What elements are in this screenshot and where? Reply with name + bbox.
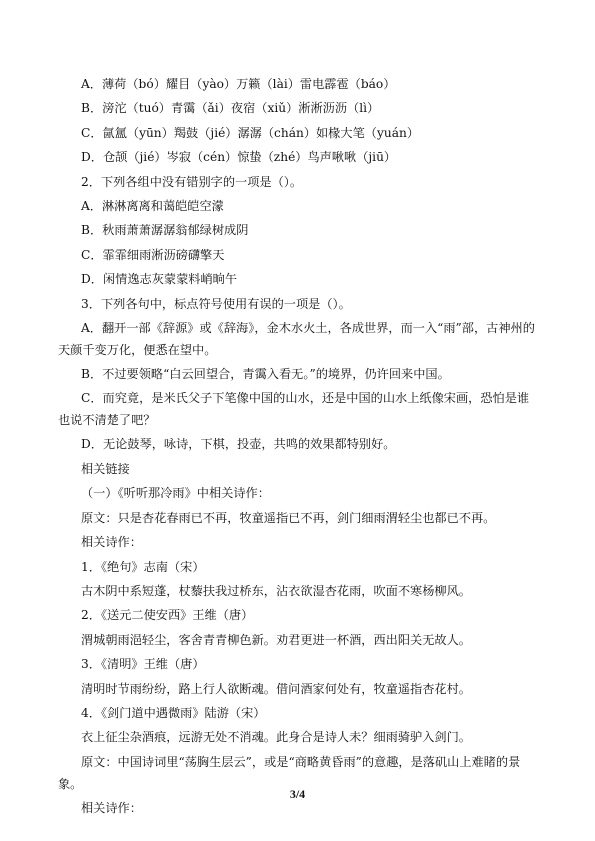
text-line: D．闲情逸志灰蒙蒙料峭晌午 <box>81 272 238 287</box>
text-line: C．霏霏细雨淅沥磅礴擎天 <box>81 247 225 262</box>
text-line: C．氤氲（yūn）羯鼓（jié）潺潺（chán）如椽大笔（yuán） <box>81 125 420 140</box>
text-line: A．薄荷（bó）耀目（yào）万籁（lài）雷电霹雹（báo） <box>81 77 396 91</box>
text-line: 原文：中国诗词里“荡胸生层云”，或是“商略黄昏雨”的意趣，是落矶山上难睹的景象。 <box>58 754 521 791</box>
text-line: 衣上征尘杂酒痕，远游无处不消魂。此身合是诗人未？细雨骑驴入剑门。 <box>81 730 471 745</box>
text-line: A．淋淋离离和蔼皑皑空濛 <box>81 199 224 214</box>
text-line: 相关链接 <box>81 461 130 476</box>
text-line: 渭城朝雨浥轻尘，客舍青青柳色新。劝君更进一杯酒，西出阳关无故人。 <box>81 632 471 647</box>
page-number: 3/4 <box>289 787 306 801</box>
text-line: D．仓颉（jié）岑寂（cén）惊蛰（zhé）鸟声啾啾（jiū） <box>81 150 397 165</box>
text-line: D．无论鼓琴，咏诗，下棋，投壶，共鸣的效果都特别好。 <box>81 437 396 452</box>
text-line: A．翻开一部《辞源》或《辞海》，金木水火土，各成世界，而一入“雨”部，古神州的天颜千变万化，便悉在望中。 <box>58 321 535 358</box>
text-line: 1．《绝句》志南（宋） <box>81 559 205 574</box>
text-line: 2．下列各组中没有错别字的一项是（）。 <box>81 174 303 189</box>
document-body <box>58 72 540 820</box>
text-line: B．滂沱（tuó）青霭（ǎi）夜宿（xiǔ）淅淅沥沥（lì） <box>81 101 380 116</box>
text-line: 清明时节雨纷纷，路上行人欲断魂。借问酒家何处有，牧童遥指杏花村。 <box>81 681 471 696</box>
text-line: （一）《听听那冷雨》中相关诗作： <box>81 486 270 501</box>
text-line: C．而究竟，是米氏父子下笔像中国的山水，还是中国的山水上纸像宋画，恐怕是谁也说不清楚了吧？ <box>58 391 530 428</box>
text-line: 原文：只是杏花春雨已不再，牧童遥指已不再，剑门细雨渭轻尘也都已不再。 <box>81 510 496 525</box>
text-line: B．不过要领略“白云回望合，青霭入看无。”的境界，仍许回来中国。 <box>81 367 450 382</box>
text-line: B．秋雨萧萧潺潺翁郁绿树成阴 <box>81 223 249 238</box>
text-line: 相关诗作： <box>81 535 142 550</box>
text-line: 古木阴中系短蓬，杖藜扶我过桥东，沾衣欲湿杏花雨，吹面不寒杨柳风。 <box>81 583 471 598</box>
text-line: 3．《清明》王维（唐） <box>81 657 205 672</box>
text-line: 2．《送元二使安西》王维（唐） <box>81 608 254 623</box>
text-line: 3．下列各句中，标点符号使用有误的一项是（）。 <box>81 296 351 311</box>
text-line: 4．《剑门道中遇微雨》陆游（宋） <box>81 705 266 720</box>
text-line: 相关诗作： <box>81 800 142 815</box>
